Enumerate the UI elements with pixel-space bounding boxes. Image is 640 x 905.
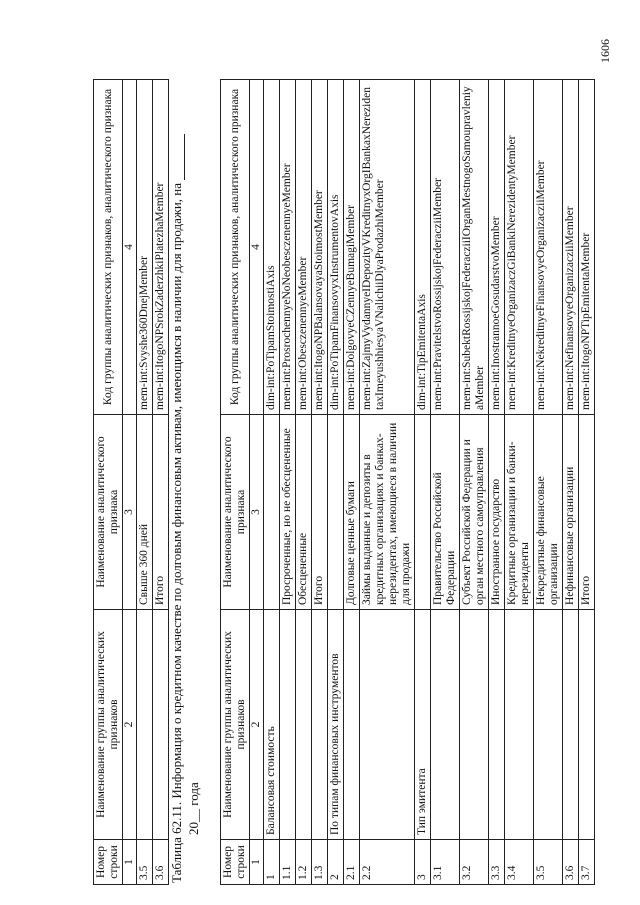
group-name (312, 610, 328, 840)
feature-name: Просроченные, но не обесцененные (280, 415, 296, 610)
row-number: 1.1 (280, 840, 296, 885)
table-caption (168, 73, 202, 883)
table-row (296, 80, 312, 885)
header-row-number: Номер строки (94, 840, 123, 885)
group-name (360, 610, 415, 840)
row-number: 1.2 (296, 840, 312, 885)
feature-code: mem-int:DolgovyeCZennyeBumagiMember (344, 80, 360, 415)
col-number: 1 (250, 840, 264, 885)
col-number: 2 (123, 610, 137, 840)
feature-name (328, 415, 344, 610)
feature-name: Свыше 360 дней (137, 415, 153, 610)
feature-code: mem-int:PravitelstvoRossijskojFederacziiMember (431, 80, 460, 415)
table-row (579, 80, 595, 885)
feature-code: mem-int:InostrannoeGosudarstvoMember (489, 80, 505, 415)
feature-name: Займы выданные и депозиты в кредитных организациях и банках-нерезидентах, имеющиеся в наличии для продажи (360, 415, 415, 610)
table-row (505, 80, 534, 885)
header-feature-name: Наименование аналитического признака (221, 415, 250, 610)
feature-name: Иностранное государство (489, 415, 505, 610)
row-number: 3.5 (534, 840, 563, 885)
row-number: 3.7 (579, 840, 595, 885)
feature-code: dim-int:PoTipamFinansovyxInstrumentovAxis (328, 80, 344, 415)
group-name (296, 610, 312, 840)
group-name (563, 610, 579, 840)
header-group-name: Наименование группы аналитических признаков (221, 610, 250, 840)
row-number: 1.3 (312, 840, 328, 885)
header-group-name: Наименование группы аналитических признаков (94, 610, 123, 840)
group-name: По типам финансовых инструментов (328, 610, 344, 840)
feature-code: mem-int:ObesczenennyeMember (296, 80, 312, 415)
feature-name: Итого (153, 415, 169, 610)
col-number: 4 (123, 80, 137, 415)
column-number-row (123, 80, 137, 885)
table-row (312, 80, 328, 885)
table-row (153, 80, 169, 885)
feature-code: mem-int:KreditnyeOrganizaczGiBankiNerezidentyMember (505, 80, 534, 415)
header-row-number: Номер строки (221, 840, 250, 885)
col-number: 3 (250, 415, 264, 610)
feature-name (415, 415, 431, 610)
feature-name: Итого (312, 415, 328, 610)
table-row (344, 80, 360, 885)
credit-quality-table (220, 79, 595, 885)
group-name: Балансовая стоимость (264, 610, 280, 840)
row-number: 2.2 (360, 840, 415, 885)
table-row (563, 80, 579, 885)
table-row (137, 80, 153, 885)
table-row (534, 80, 563, 885)
feature-code: mem-int:ItogoNPBalansovayaStoimostMember (312, 80, 328, 415)
group-name (344, 610, 360, 840)
feature-name: Нефинансовые организации (563, 415, 579, 610)
row-number: 3.6 (153, 840, 169, 885)
col-number: 1 (123, 840, 137, 885)
row-number: 2 (328, 840, 344, 885)
feature-name (264, 415, 280, 610)
group-name (534, 610, 563, 840)
table-row (360, 80, 415, 885)
feature-name: Кредитные организации и банки-нерезиденты (505, 415, 534, 610)
feature-code: mem-int:ItogoNPTipEmitentaMember (579, 80, 595, 415)
group-name (579, 610, 595, 840)
group-name (153, 610, 169, 840)
header-feature-name: Наименование аналитического признака (94, 415, 123, 610)
feature-name: Субъект Российской Федерации и орган местного самоуправления (460, 415, 489, 610)
feature-code: dim-int:PoTipamStoimostiAxis (264, 80, 280, 415)
row-number: 3.3 (489, 840, 505, 885)
row-number: 3.4 (505, 840, 534, 885)
date-blank-line (172, 134, 185, 180)
feature-code: mem-int:ZajmyVydannyeIDepozityVKreditnyxOrgIBankaxNerezidentaxImeyushhiesyaVNalichiiDlyaProdazhiMember (360, 80, 415, 415)
table-row (328, 80, 344, 885)
group-name (460, 610, 489, 840)
group-name (505, 610, 534, 840)
feature-code: mem-int:NefinansovyeOrganizacziiMember (563, 80, 579, 415)
feature-code: dim-int:TipEmitentaAxis (415, 80, 431, 415)
feature-code: mem-int:ProsrochennyeNoNeobesczenennyeMember (280, 80, 296, 415)
feature-name: Долговые ценные бумаги (344, 415, 360, 610)
header-row (221, 80, 250, 885)
feature-code: mem-int:SubektRossijskojFederacziiIOrganMestnogoSamoupravleniyaMember (460, 80, 489, 415)
table-row (264, 80, 280, 885)
group-name (489, 610, 505, 840)
table-row (431, 80, 460, 885)
column-number-row (250, 80, 264, 885)
header-row (94, 80, 123, 885)
row-number: 3.2 (460, 840, 489, 885)
table-row (460, 80, 489, 885)
group-name (137, 610, 153, 840)
feature-name: Обесцененные (296, 415, 312, 610)
page-number: 1606 (598, 39, 612, 63)
group-name (280, 610, 296, 840)
col-number: 3 (123, 415, 137, 610)
table-body (264, 80, 595, 885)
row-number: 3 (415, 840, 431, 885)
feature-code: mem-int:Svyshe360DnejMember (137, 80, 153, 415)
group-name (431, 610, 460, 840)
header-code: Код группы аналитических признаков, аналитического признака (221, 80, 250, 415)
row-number: 3.5 (137, 840, 153, 885)
caption-year: 20__ года (186, 782, 201, 835)
feature-name: Итого (579, 415, 595, 610)
header-code: Код группы аналитических признаков, аналитического признака (94, 80, 123, 415)
feature-name: Некредитные финансовые организации (534, 415, 563, 610)
group-name: Тип эмитента (415, 610, 431, 840)
caption-title: Таблица 62.11. Информация о кредитном качестве по долговым финансовым активам, имеющимся в наличии для продажи, на (169, 182, 184, 883)
table-row (280, 80, 296, 885)
feature-name: Правительство Российской Федерации (431, 415, 460, 610)
row-number: 1 (264, 840, 280, 885)
col-number: 2 (250, 610, 264, 840)
table-row (415, 80, 431, 885)
feature-code: mem-int:NekreditnyeFinansovyeOrganizacziiMember (534, 80, 563, 415)
continuation-table (93, 79, 169, 885)
table-row (489, 80, 505, 885)
row-number: 2.1 (344, 840, 360, 885)
col-number: 4 (250, 80, 264, 415)
row-number: 3.6 (563, 840, 579, 885)
row-number: 3.1 (431, 840, 460, 885)
feature-code: mem-int:ItogoNPSrokZaderzhkiPlatezhaMember (153, 80, 169, 415)
